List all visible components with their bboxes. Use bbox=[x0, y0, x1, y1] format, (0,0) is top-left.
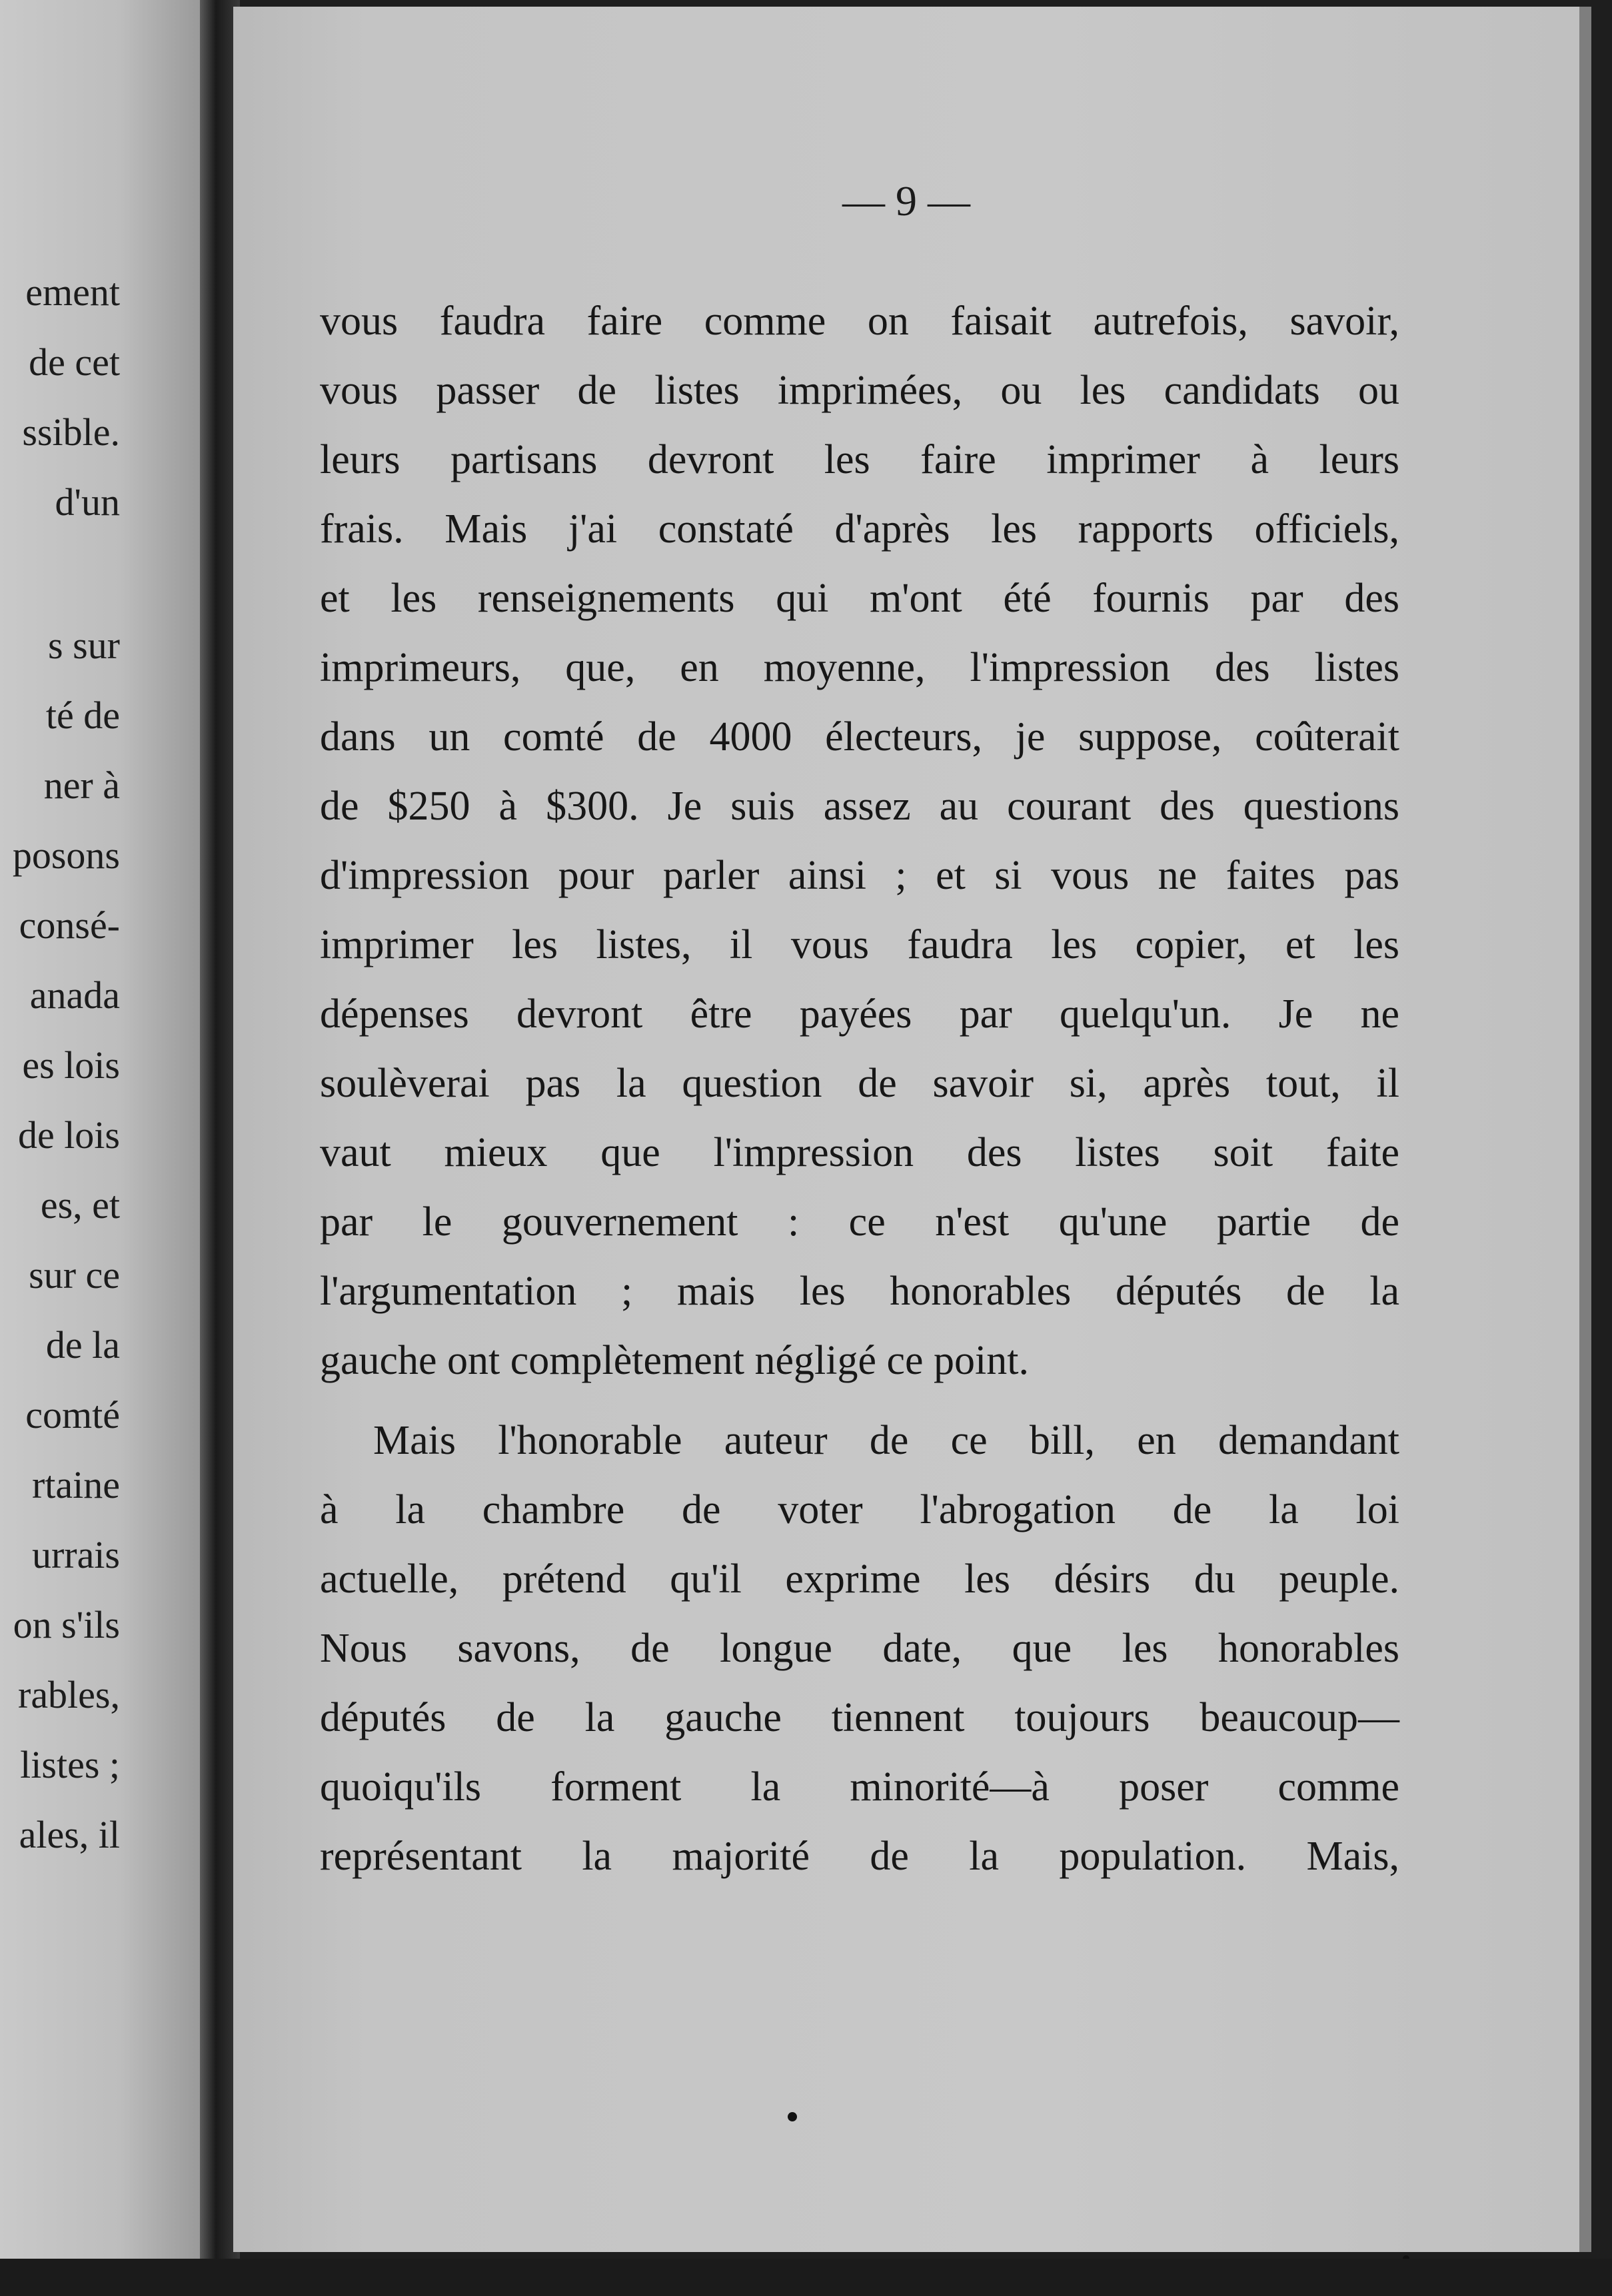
text-line: leurs partisans devront les faire imprimer à leurs bbox=[320, 437, 1399, 482]
left-page-line: consé- bbox=[19, 903, 120, 947]
left-page-line: sur ce bbox=[29, 1253, 120, 1297]
text-line: Mais l'honorable auteur de ce bill, en demandant bbox=[373, 1418, 1399, 1463]
left-page-line: rtaine bbox=[31, 1463, 120, 1506]
left-page-line: d'un bbox=[55, 480, 120, 524]
scan-bottom-edge bbox=[0, 2259, 1612, 2296]
page-number: — 9 — bbox=[842, 177, 970, 225]
text-line: l'argumentation ; mais les honorables députés de la bbox=[320, 1269, 1399, 1314]
left-page-line: listes ; bbox=[20, 1743, 120, 1786]
text-line: imprimer les listes, il vous faudra les copier, et les bbox=[320, 922, 1399, 967]
paragraph-1 bbox=[320, 287, 1399, 1395]
text-line: représentant la majorité de la population. Mais, bbox=[320, 1834, 1399, 1879]
text-line: quoiqu'ils forment la minorité—à poser comme bbox=[320, 1764, 1399, 1810]
left-page-line: on s'ils bbox=[13, 1603, 120, 1646]
paragraph-2 bbox=[320, 1406, 1399, 1891]
text-line: gauche ont complètement négligé ce point. bbox=[320, 1338, 1029, 1383]
text-line: par le gouvernement : ce n'est qu'une partie de bbox=[320, 1199, 1399, 1245]
left-page-line: ales, il bbox=[19, 1813, 120, 1856]
ink-speck bbox=[788, 2112, 797, 2121]
text-line: imprimeurs, que, en moyenne, l'impression des listes bbox=[320, 645, 1399, 690]
text-line: vous passer de listes imprimées, ou les candidats ou bbox=[320, 368, 1399, 413]
left-page-line: urrais bbox=[31, 1533, 120, 1576]
left-page-line: de la bbox=[45, 1323, 120, 1367]
left-page-line: es lois bbox=[22, 1043, 120, 1087]
left-page-line: ssible. bbox=[22, 410, 120, 454]
left-page-line: posons bbox=[12, 834, 120, 877]
left-page-line: s sur bbox=[48, 624, 120, 667]
body-text bbox=[320, 287, 1399, 1891]
left-page-line: ner à bbox=[43, 764, 120, 807]
text-line: députés de la gauche tiennent toujours beaucoup— bbox=[320, 1695, 1399, 1740]
text-line: dans un comté de 4000 électeurs, je suppose, coûterait bbox=[320, 714, 1399, 760]
left-page-line: anada bbox=[29, 973, 120, 1017]
text-line: à la chambre de voter l'abrogation de la loi bbox=[320, 1487, 1399, 1532]
text-line: actuelle, prétend qu'il exprime les désirs du peuple. bbox=[320, 1556, 1399, 1602]
text-line: dépenses devront être payées par quelqu'un. Je ne bbox=[320, 991, 1399, 1037]
left-page-line: comté bbox=[25, 1393, 120, 1436]
text-line: vous faudra faire comme on faisait autrefois, savoir, bbox=[320, 298, 1399, 344]
paragraph-gap bbox=[320, 1395, 1399, 1406]
left-page-line: de cet bbox=[29, 340, 120, 384]
left-page-line: rables, bbox=[18, 1673, 120, 1716]
text-line: frais. Mais j'ai constaté d'après les rapports officiels, bbox=[320, 506, 1399, 552]
left-page-line: ement bbox=[25, 271, 120, 314]
text-line: de $250 à $300. Je suis assez au courant des questions bbox=[320, 784, 1399, 829]
right-page bbox=[233, 7, 1591, 2252]
left-page-line: té de bbox=[45, 694, 120, 737]
text-line: vaut mieux que l'impression des listes soit faite bbox=[320, 1130, 1399, 1175]
left-page-line: de lois bbox=[17, 1113, 120, 1157]
text-line: Nous savons, de longue date, que les honorables bbox=[320, 1626, 1399, 1671]
text-line: d'impression pour parler ainsi ; et si vous ne faites pas bbox=[320, 853, 1399, 898]
text-line: soulèverai pas la question de savoir si, après tout, il bbox=[320, 1061, 1399, 1106]
left-facing-page bbox=[0, 0, 200, 2259]
text-line: et les renseignements qui m'ont été fournis par des bbox=[320, 576, 1399, 621]
left-page-line: es, et bbox=[40, 1183, 120, 1227]
